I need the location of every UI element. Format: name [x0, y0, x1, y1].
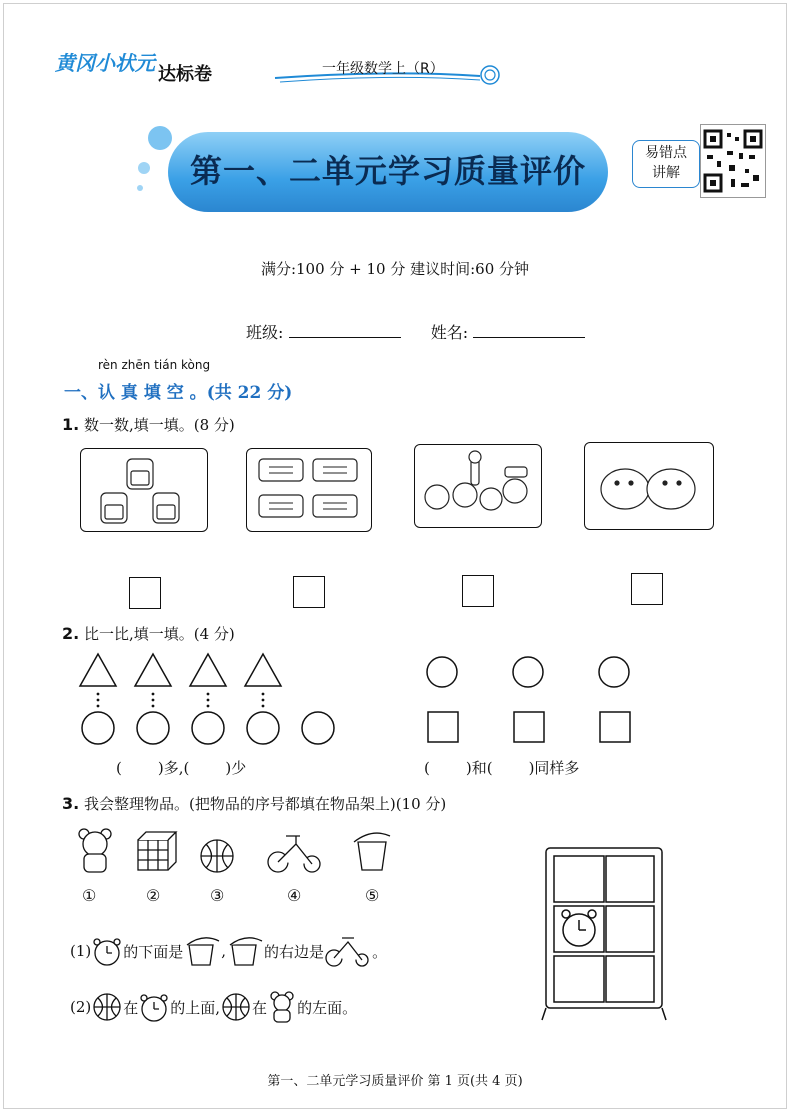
dolphins-picture	[584, 442, 714, 530]
tricycle-icon	[324, 934, 372, 968]
q1-heading	[62, 414, 235, 435]
qr-label-line2: 讲解	[652, 165, 680, 181]
teddy-bear-icon	[267, 990, 297, 1024]
backpacks-picture	[80, 448, 208, 532]
q3-sub2-text-a: 在	[123, 998, 139, 1017]
class-field[interactable]	[289, 337, 401, 338]
section1-heading	[64, 378, 292, 403]
q2-right-paren-c: )同样多	[528, 759, 580, 777]
q3-number: 3.	[62, 794, 80, 813]
q2-left-paren-a: (	[116, 759, 122, 777]
class-label: 班级:	[246, 323, 284, 342]
q3-sub2-text-b: 的上面,	[170, 998, 221, 1017]
q3-sub1-text-b: 的右边是	[264, 942, 325, 961]
triangles-circles-figure	[76, 652, 366, 752]
class-name-fields	[246, 320, 585, 343]
q3-sub1-text-a: 的下面是	[123, 942, 184, 961]
item-number-5: ⑤	[365, 886, 380, 905]
q3-sub2-text-d: 的左面。	[297, 998, 358, 1017]
bucket-icon	[226, 935, 264, 967]
q1-answer-box-2[interactable]	[293, 576, 325, 608]
q3-sub1-period: 。	[372, 942, 388, 961]
q1-text: 数一数,填一填。(8 分)	[84, 416, 235, 434]
q1-number: 1.	[62, 415, 80, 434]
bucket-icon	[183, 935, 221, 967]
circles-squares-figure	[420, 652, 640, 744]
name-label: 姓名:	[430, 323, 469, 342]
q2-text: 比一比,填一填。(4 分)	[84, 625, 235, 643]
qr-label-line1: 易错点	[645, 145, 687, 161]
q3-sub1-comma: ,	[221, 942, 227, 960]
alarm-clock-icon	[138, 991, 170, 1023]
erasers-picture	[246, 448, 372, 532]
q2-number: 2.	[62, 624, 80, 643]
q2-left-paren-c: )少	[225, 759, 247, 777]
q2-right-paren-a: (	[424, 759, 430, 777]
q1-answer-box-4[interactable]	[631, 573, 663, 605]
q2-right-paren-b: )和(	[465, 759, 493, 777]
q2-heading	[62, 623, 235, 644]
q3-sub1-number: (1)	[70, 942, 92, 960]
score-time-info: 满分:100 分 + 10 分 建议时间:60 分钟	[260, 260, 530, 278]
basketball-icon	[91, 991, 123, 1023]
item-number-1: ①	[82, 886, 97, 905]
q1-answer-box-1[interactable]	[129, 577, 161, 609]
item-number-4: ④	[287, 886, 302, 905]
q2-right-answer	[424, 757, 579, 778]
alarm-clock-icon	[91, 935, 123, 967]
q2-left-answer	[116, 757, 246, 778]
brand-suffix: 达标卷	[158, 64, 212, 85]
section1-points: (共 22 分)	[206, 383, 293, 403]
page-title: 第一、二单元学习质量评价	[189, 152, 586, 190]
qr-label	[632, 140, 700, 188]
basketball-icon	[220, 991, 252, 1023]
page-footer: 第一、二单元学习质量评价 第 1 页(共 4 页)	[267, 1074, 523, 1089]
toys-picture	[414, 444, 542, 528]
name-field[interactable]	[473, 337, 585, 338]
item-number-3: ③	[210, 886, 225, 905]
item-shelf	[540, 844, 668, 1022]
q3-sub2	[70, 990, 357, 1024]
q3-text: 我会整理物品。(把物品的序号都填在物品架上)(10 分)	[84, 795, 447, 813]
item-number-2: ②	[146, 886, 161, 905]
section1-title: 一、认 真 填 空 。	[64, 383, 207, 403]
q3-heading	[62, 793, 446, 814]
q3-sub2-number: (2)	[70, 998, 92, 1016]
q1-answer-box-3[interactable]	[462, 575, 494, 607]
q3-sub2-text-c: 在	[252, 998, 268, 1017]
q2-left-paren-b: )多,(	[157, 759, 190, 777]
qr-code-icon[interactable]	[700, 124, 766, 198]
q3-items-figure	[72, 826, 412, 882]
grade-label: 一年级数学上（R）	[322, 61, 444, 77]
section-pinyin: rèn zhēn tián kòng	[98, 358, 211, 372]
q3-sub1	[70, 934, 387, 968]
brand-logo: 黄冈小状元	[55, 51, 155, 75]
